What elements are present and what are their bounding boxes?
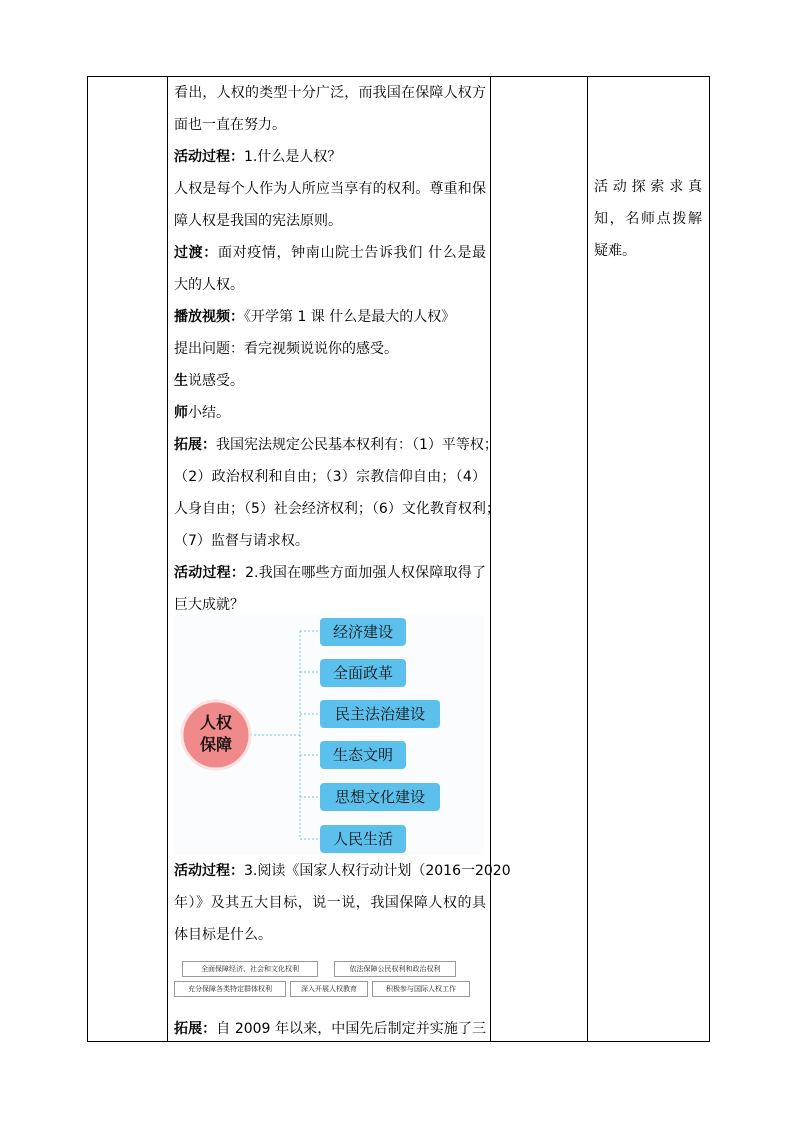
branch-label: 全面政革 (332, 664, 394, 682)
text-line: 师小结。 (174, 405, 230, 421)
text-line: 过渡：面对疫情，钟南山院士告诉我们 什么是最 (174, 245, 486, 261)
side-note-line: 疑难。 (594, 243, 636, 259)
branch-label: 民主法治建设 (334, 705, 426, 723)
goal-box: 深入开展人权教育 (290, 981, 368, 997)
goal-box: 全面保障经济、社会和文化权利 (182, 961, 318, 977)
text-line: 年）》及其五大目标，说一说，我国保障人权的具 (174, 895, 486, 911)
lesson-table (87, 76, 710, 1042)
text-line: （7）监督与请求权。 (174, 533, 309, 549)
mind-map (174, 615, 484, 855)
text-line: 障人权是我国的宪法原则。 (174, 213, 342, 229)
text-line: 播放视频：《开学第 1 课 什么是最大的人权》 (174, 309, 456, 325)
content-cell (168, 77, 511, 1042)
text-line: 看出，人权的类型十分广泛，而我国在保障人权方 (174, 85, 486, 101)
text-line: 提出问题：看完视频说说你的感受。 (174, 341, 398, 357)
center-label-2: 保障 (199, 735, 233, 754)
text-line: 活动过程：2.我国在哪些方面加强人权保障取得了 (174, 565, 487, 581)
text-line: 人权是每个人作为人所应当享有的权利。尊重和保 (174, 181, 486, 197)
branch-label: 人民生活 (332, 830, 394, 848)
goal-box: 积极参与国际人权工作 (372, 981, 470, 997)
text-line: 活动过程：3.阅读《国家人权行动计划（2016一2020 (174, 863, 511, 879)
text-line: 巨大成就？ (174, 597, 244, 613)
text-line: 体目标是什么。 (174, 927, 272, 943)
text-line: 拓展：我国宪法规定公民基本权利有：（1）平等权； (174, 437, 498, 453)
text-line: 大的人权。 (174, 277, 244, 293)
center-label-1: 人权 (199, 713, 233, 732)
text-line: 面也一直在努力。 (174, 117, 286, 133)
branch-label: 思想文化建设 (334, 788, 426, 806)
goal-box: 依法保障公民权利和政治权利 (334, 961, 456, 977)
text-line: 人身自由；（5）社会经济权利；（6）文化教育权利； (174, 501, 500, 517)
text-line: 活动过程：1.什么是人权？ (174, 149, 342, 165)
text-line: 拓展：自 2009 年以来，中国先后制定并实施了三 (174, 1021, 487, 1037)
goal-box: 充分保障各类特定群体权利 (174, 981, 286, 997)
text-line: 生说感受。 (174, 373, 244, 389)
text-line: （2）政治权利和自由；（3）宗教信仰自由；（4） (174, 469, 486, 485)
side-note-line: 活动探索求真 (594, 179, 702, 195)
branch-label: 经济建设 (332, 623, 394, 641)
goals-graphic (174, 959, 484, 1003)
column-3-cell (491, 77, 588, 1042)
note-cell (588, 77, 710, 1042)
side-note-line: 知，名师点拨解 (594, 211, 702, 227)
column-1-cell (88, 77, 168, 1042)
branch-label: 生态文明 (332, 746, 394, 764)
